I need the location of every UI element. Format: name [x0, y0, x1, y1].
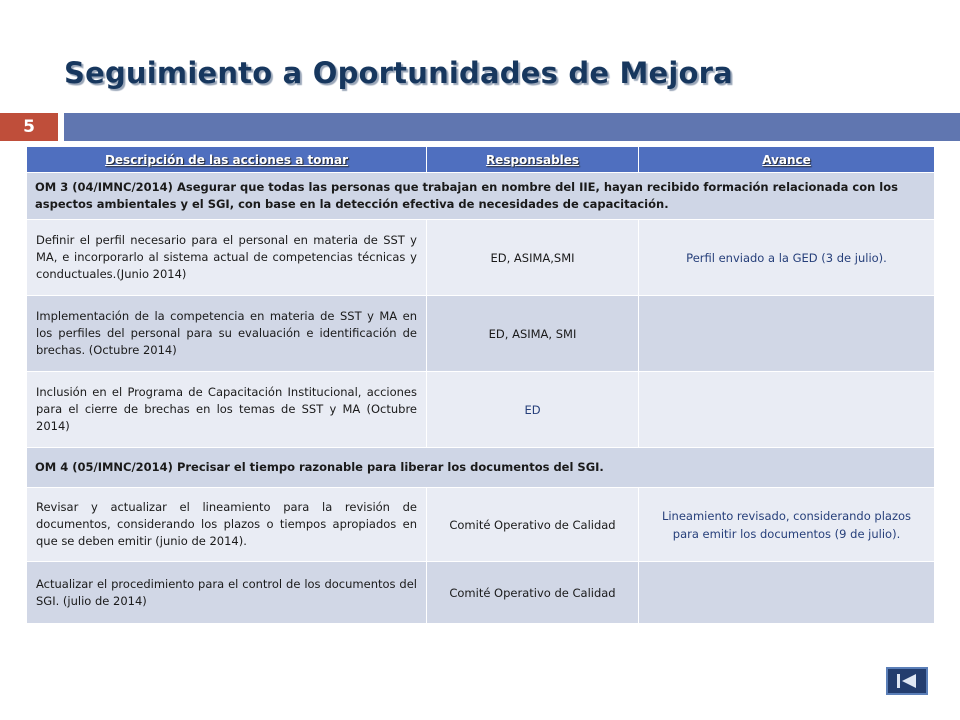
table-row	[27, 296, 935, 372]
action-avance: Perfil enviado a la GED (3 de julio).	[639, 220, 935, 296]
table-row	[27, 220, 935, 296]
action-description: Inclusión en el Programa de Capacitación Institucional, acciones para el cierre de brechas en los temas de SST y MA (Octubre 2014)	[27, 372, 427, 448]
action-description: Definir el perfil necesario para el personal en materia de SST y MA, e incorporarlo al sistema actual de competencias técnicas y conductuales.(Junio 2014)	[27, 220, 427, 296]
om3-row	[27, 173, 935, 220]
slide-number: 5	[0, 113, 58, 141]
action-responsables: ED, ASIMA,SMI	[427, 220, 639, 296]
header-responsables: Responsables	[427, 147, 639, 173]
action-responsables: ED	[427, 372, 639, 448]
action-avance	[639, 372, 935, 448]
action-avance	[639, 562, 935, 624]
action-description: Actualizar el procedimiento para el control de los documentos del SGI. (julio de 2014)	[27, 562, 427, 624]
om4-text: Precisar el tiempo razonable para liberar los documentos del SGI.	[172, 460, 604, 474]
actions-table	[26, 146, 935, 624]
skip-to-first-icon	[894, 672, 920, 690]
table-row	[27, 372, 935, 448]
slide-title: Seguimiento a Oportunidades de Mejora	[64, 56, 733, 90]
table-row	[27, 488, 935, 562]
om4-code: OM 4 (05/IMNC/2014)	[35, 460, 173, 474]
title-underline-bar	[64, 113, 960, 141]
om4-cell	[27, 448, 935, 488]
table-row	[27, 562, 935, 624]
header-description: Descripción de las acciones a tomar	[27, 147, 427, 173]
action-description: Revisar y actualizar el lineamiento para la revisión de documentos, considerando los plazos o tiempos apropiados en que se deben emitir (junio de 2014).	[27, 488, 427, 562]
table-header-row	[27, 147, 935, 173]
action-responsables: Comité Operativo de Calidad	[427, 562, 639, 624]
action-responsables: Comité Operativo de Calidad	[427, 488, 639, 562]
om3-text: Asegurar que todas las personas que trabajan en nombre del IIE, hayan recibido formación relacionada con los aspectos ambientales y el SGI, con base en la detección efectiva de necesidades de capacitación.	[35, 180, 898, 211]
om3-code: OM 3 (04/IMNC/2014)	[35, 180, 173, 194]
action-avance: Lineamiento revisado, considerando plazos para emitir los documentos (9 de julio).	[639, 488, 935, 562]
first-slide-button[interactable]	[886, 667, 928, 695]
action-avance	[639, 296, 935, 372]
om4-row	[27, 448, 935, 488]
action-responsables: ED, ASIMA, SMI	[427, 296, 639, 372]
om3-cell	[27, 173, 935, 220]
action-description: Implementación de la competencia en materia de SST y MA en los perfiles del personal para su evaluación e identificación de brechas. (Octubre 2014)	[27, 296, 427, 372]
header-avance: Avance	[639, 147, 935, 173]
